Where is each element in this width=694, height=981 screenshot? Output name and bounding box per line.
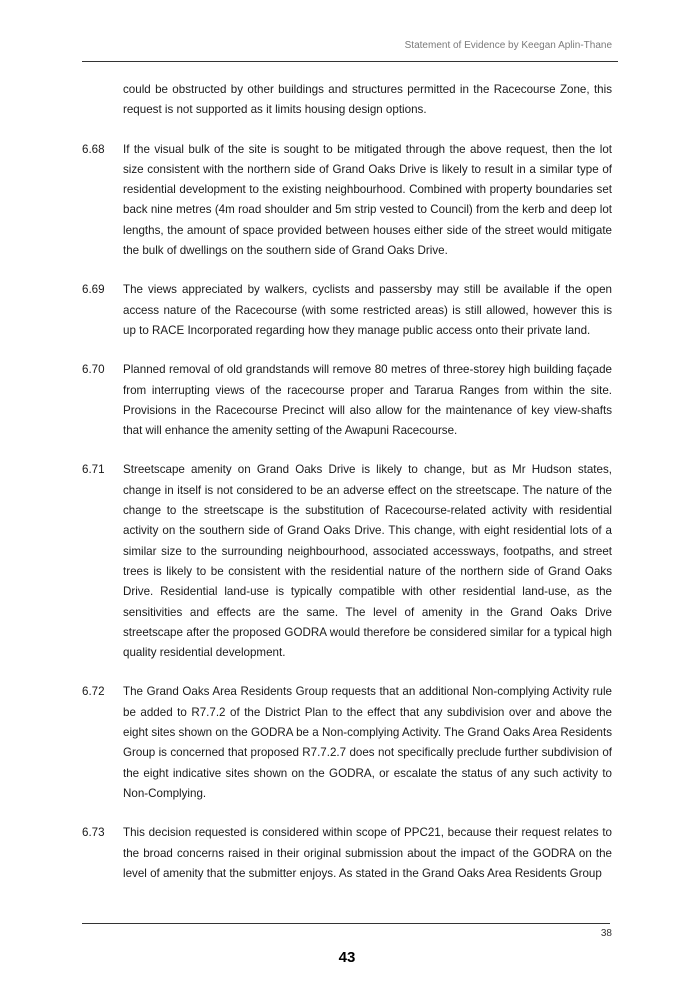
document-body (82, 80, 612, 903)
paragraph-6-69 (82, 280, 612, 341)
paragraph-text: could be obstructed by other buildings and structures permitted in the Racecourse Zone, this request is not supported as it limits housing design options. (123, 83, 612, 117)
paragraph-number: 6.68 (82, 142, 105, 156)
paragraph-text: This decision requested is considered within scope of PPC21, because their request relates to the broad concerns raised in their original submission about the impact of the GODRA on the level of amenity that the submitter enjoys. As stated in the Grand Oaks Area Residents Group (123, 826, 612, 880)
bates-page-stamp: 43 (338, 949, 356, 966)
paragraph-6-73 (82, 823, 612, 884)
paragraph-number: 6.73 (82, 826, 105, 840)
paragraph-number: 6.72 (82, 685, 105, 699)
paragraph-text: If the visual bulk of the site is sought to be mitigated through the above request, then the lot size consistent with the northern side of Grand Oaks Drive is likely to result in a similar type of residential development to the existing neighbourhood. Combined with property boundaries set back nine metres (4m road shoulder and 5m strip vested to Council) from the kerb and deep lot lengths, the amount of space provided between houses either side of the street would mitigate the bulk of dwellings on the southern side of Grand Oaks Drive. (123, 142, 612, 258)
paragraph-6-70 (82, 360, 612, 441)
paragraph-6-72 (82, 682, 612, 804)
paragraph-6-71 (82, 460, 612, 663)
page-number: 38 (600, 928, 612, 939)
paragraph-number: 6.70 (82, 363, 105, 377)
paragraph-continued (82, 80, 612, 121)
header-divider (82, 61, 618, 62)
paragraph-number: 6.69 (82, 283, 105, 297)
paragraph-text: Planned removal of old grandstands will remove 80 metres of three-storey high building façade from interrupting views of the racecourse proper and Tararua Ranges from within the site. Provisions in the Racecourse Precinct will also allow for the maintenance of key view-shafts that will enhance the amenity setting of the Awapuni Racecourse. (123, 363, 612, 438)
paragraph-number: 6.71 (82, 463, 105, 477)
paragraph-text: The Grand Oaks Area Residents Group requests that an additional Non-complying Activity rule be added to R7.7.2 of the District Plan to the effect that any subdivision over and above the eight sites shown on the GODRA be a Non-complying Activity. The Grand Oaks Area Residents Group is concerned that proposed R7.7.2.7 does not specifically preclude further subdivision of the eight indicative sites shown on the GODRA, or escalate the status of any such activity to Non-Complying. (123, 685, 612, 800)
running-header: Statement of Evidence by Keegan Aplin-Thane (404, 40, 612, 51)
paragraph-text: Streetscape amenity on Grand Oaks Drive is likely to change, but as Mr Hudson states, change in itself is not considered to be an adverse effect on the streetscape. The nature of the change to the streetscape is the substitution of Racecourse-related activity with residential activity on the southern side of Grand Oaks Drive. This change, with eight residential lots of a similar size to the surrounding neighbourhood, associated accessways, footpaths, and street trees is likely to be consistent with the residential nature of the northern side of Grand Oaks Drive. Residential land-use is typically compatible with other residential land-use, as the sensitivities and effects are the same. The level of amenity in the Grand Oaks Drive streetscape after the proposed GODRA would therefore be considered similar for a typical high quality residential development. (123, 463, 612, 660)
paragraph-6-68 (82, 140, 612, 262)
paragraph-text: The views appreciated by walkers, cyclists and passersby may still be available if the open access nature of the Racecourse (with some restricted areas) is still allowed, however this is up to RACE Incorporated regarding how they manage public access onto their private land. (123, 283, 612, 337)
footer-divider (82, 923, 610, 924)
